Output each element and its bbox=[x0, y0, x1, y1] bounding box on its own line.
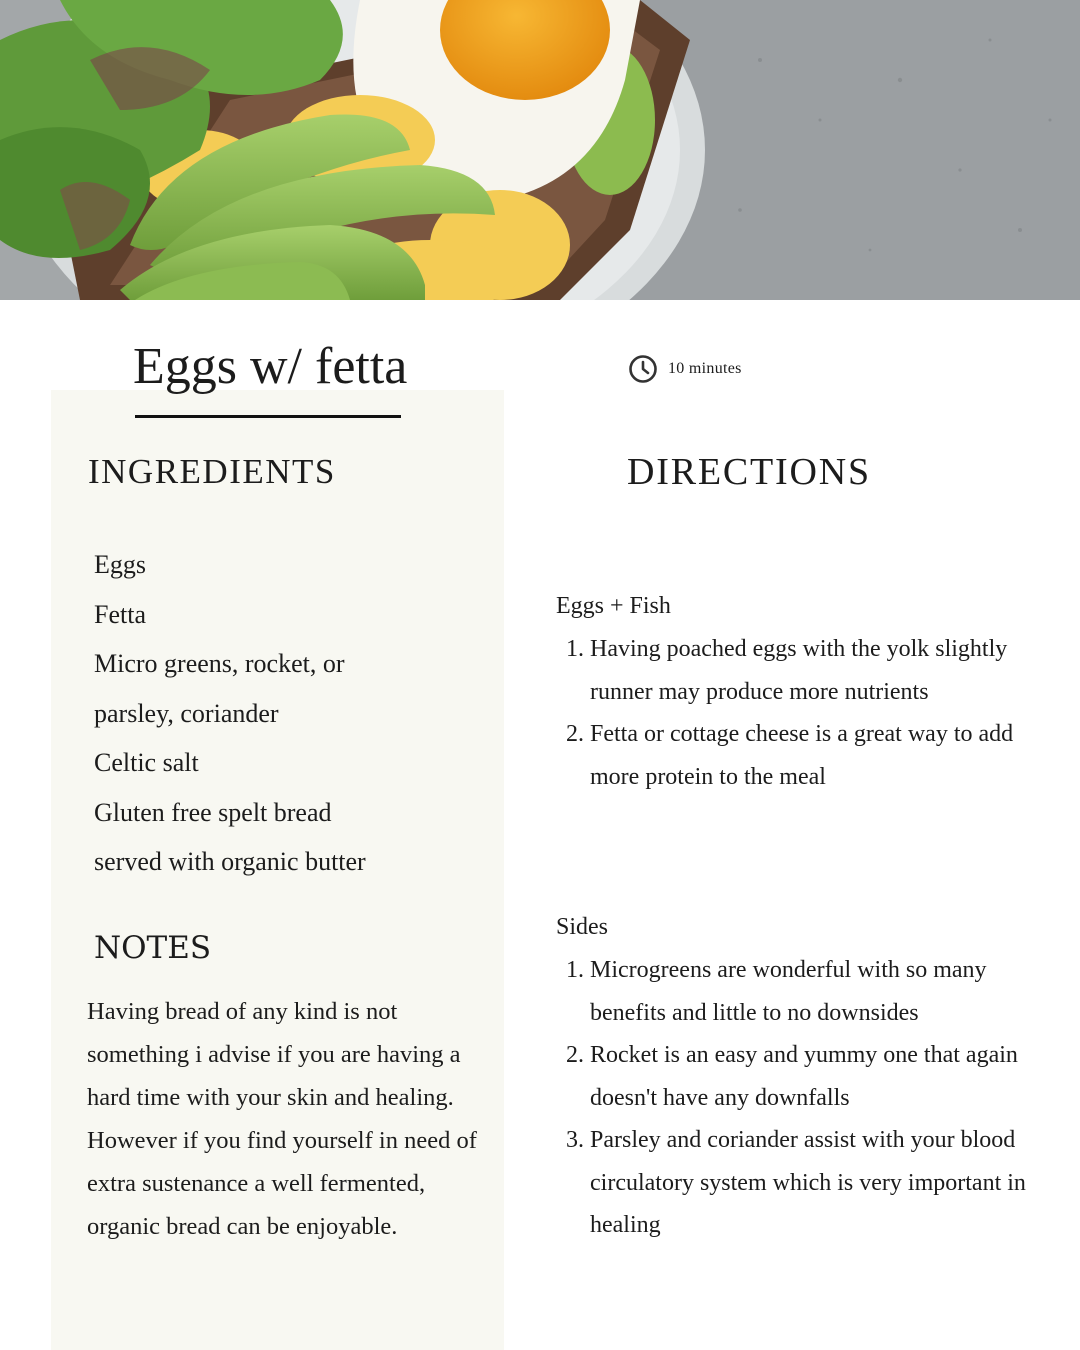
ingredient-line: served with organic butter bbox=[94, 847, 366, 876]
ingredient-line: parsley, coriander bbox=[94, 698, 279, 728]
directions-group-title: Sides bbox=[556, 914, 609, 940]
ingredient-line: Micro greens, rocket, or bbox=[94, 649, 345, 678]
notes-body: Having bread of any kind is not something i advise if you are having a hard time with your skin and healing. However if you find yourself in need of extra sustenance a well fermented, organic bread can be enjoyable. bbox=[87, 998, 477, 1240]
directions-steps bbox=[556, 949, 1036, 1247]
prep-time bbox=[628, 354, 742, 384]
ingredient-line: Eggs bbox=[94, 550, 146, 579]
ingredients-heading: INGREDIENTS bbox=[88, 452, 336, 491]
directions-group-eggs-fish bbox=[556, 585, 1036, 798]
directions-group-title: Eggs + Fish bbox=[556, 593, 671, 619]
notes-heading: NOTES bbox=[94, 930, 212, 966]
food-photo-illustration bbox=[0, 0, 1080, 300]
prep-time-label: 10 minutes bbox=[668, 360, 742, 377]
ingredient-line: Celtic salt bbox=[94, 748, 199, 777]
direction-step: 2. Fetta or cottage cheese is a great way to add more protein to the meal bbox=[590, 713, 1036, 798]
title-underline bbox=[135, 415, 401, 418]
hero-food-photo bbox=[0, 0, 1080, 300]
ingredient-line: Fetta bbox=[94, 599, 146, 629]
direction-step: 1. Having poached eggs with the yolk slightly runner may produce more nutrients bbox=[590, 628, 1036, 713]
directions-steps bbox=[556, 628, 1036, 798]
ingredient-line: Gluten free spelt bread bbox=[94, 797, 332, 827]
directions-group-sides bbox=[556, 906, 1036, 1247]
direction-step: 3. Parsley and coriander assist with your blood circulatory system which is very important in healing bbox=[590, 1119, 1036, 1247]
ingredients-list bbox=[94, 540, 366, 887]
directions-heading: DIRECTIONS bbox=[627, 451, 871, 493]
clock-icon bbox=[628, 354, 658, 384]
direction-step: 2. Rocket is an easy and yummy one that again doesn't have any downfalls bbox=[590, 1034, 1036, 1119]
direction-step: 1. Microgreens are wonderful with so many benefits and little to no downsides bbox=[590, 949, 1036, 1034]
recipe-title: Eggs w/ fetta bbox=[133, 338, 408, 395]
